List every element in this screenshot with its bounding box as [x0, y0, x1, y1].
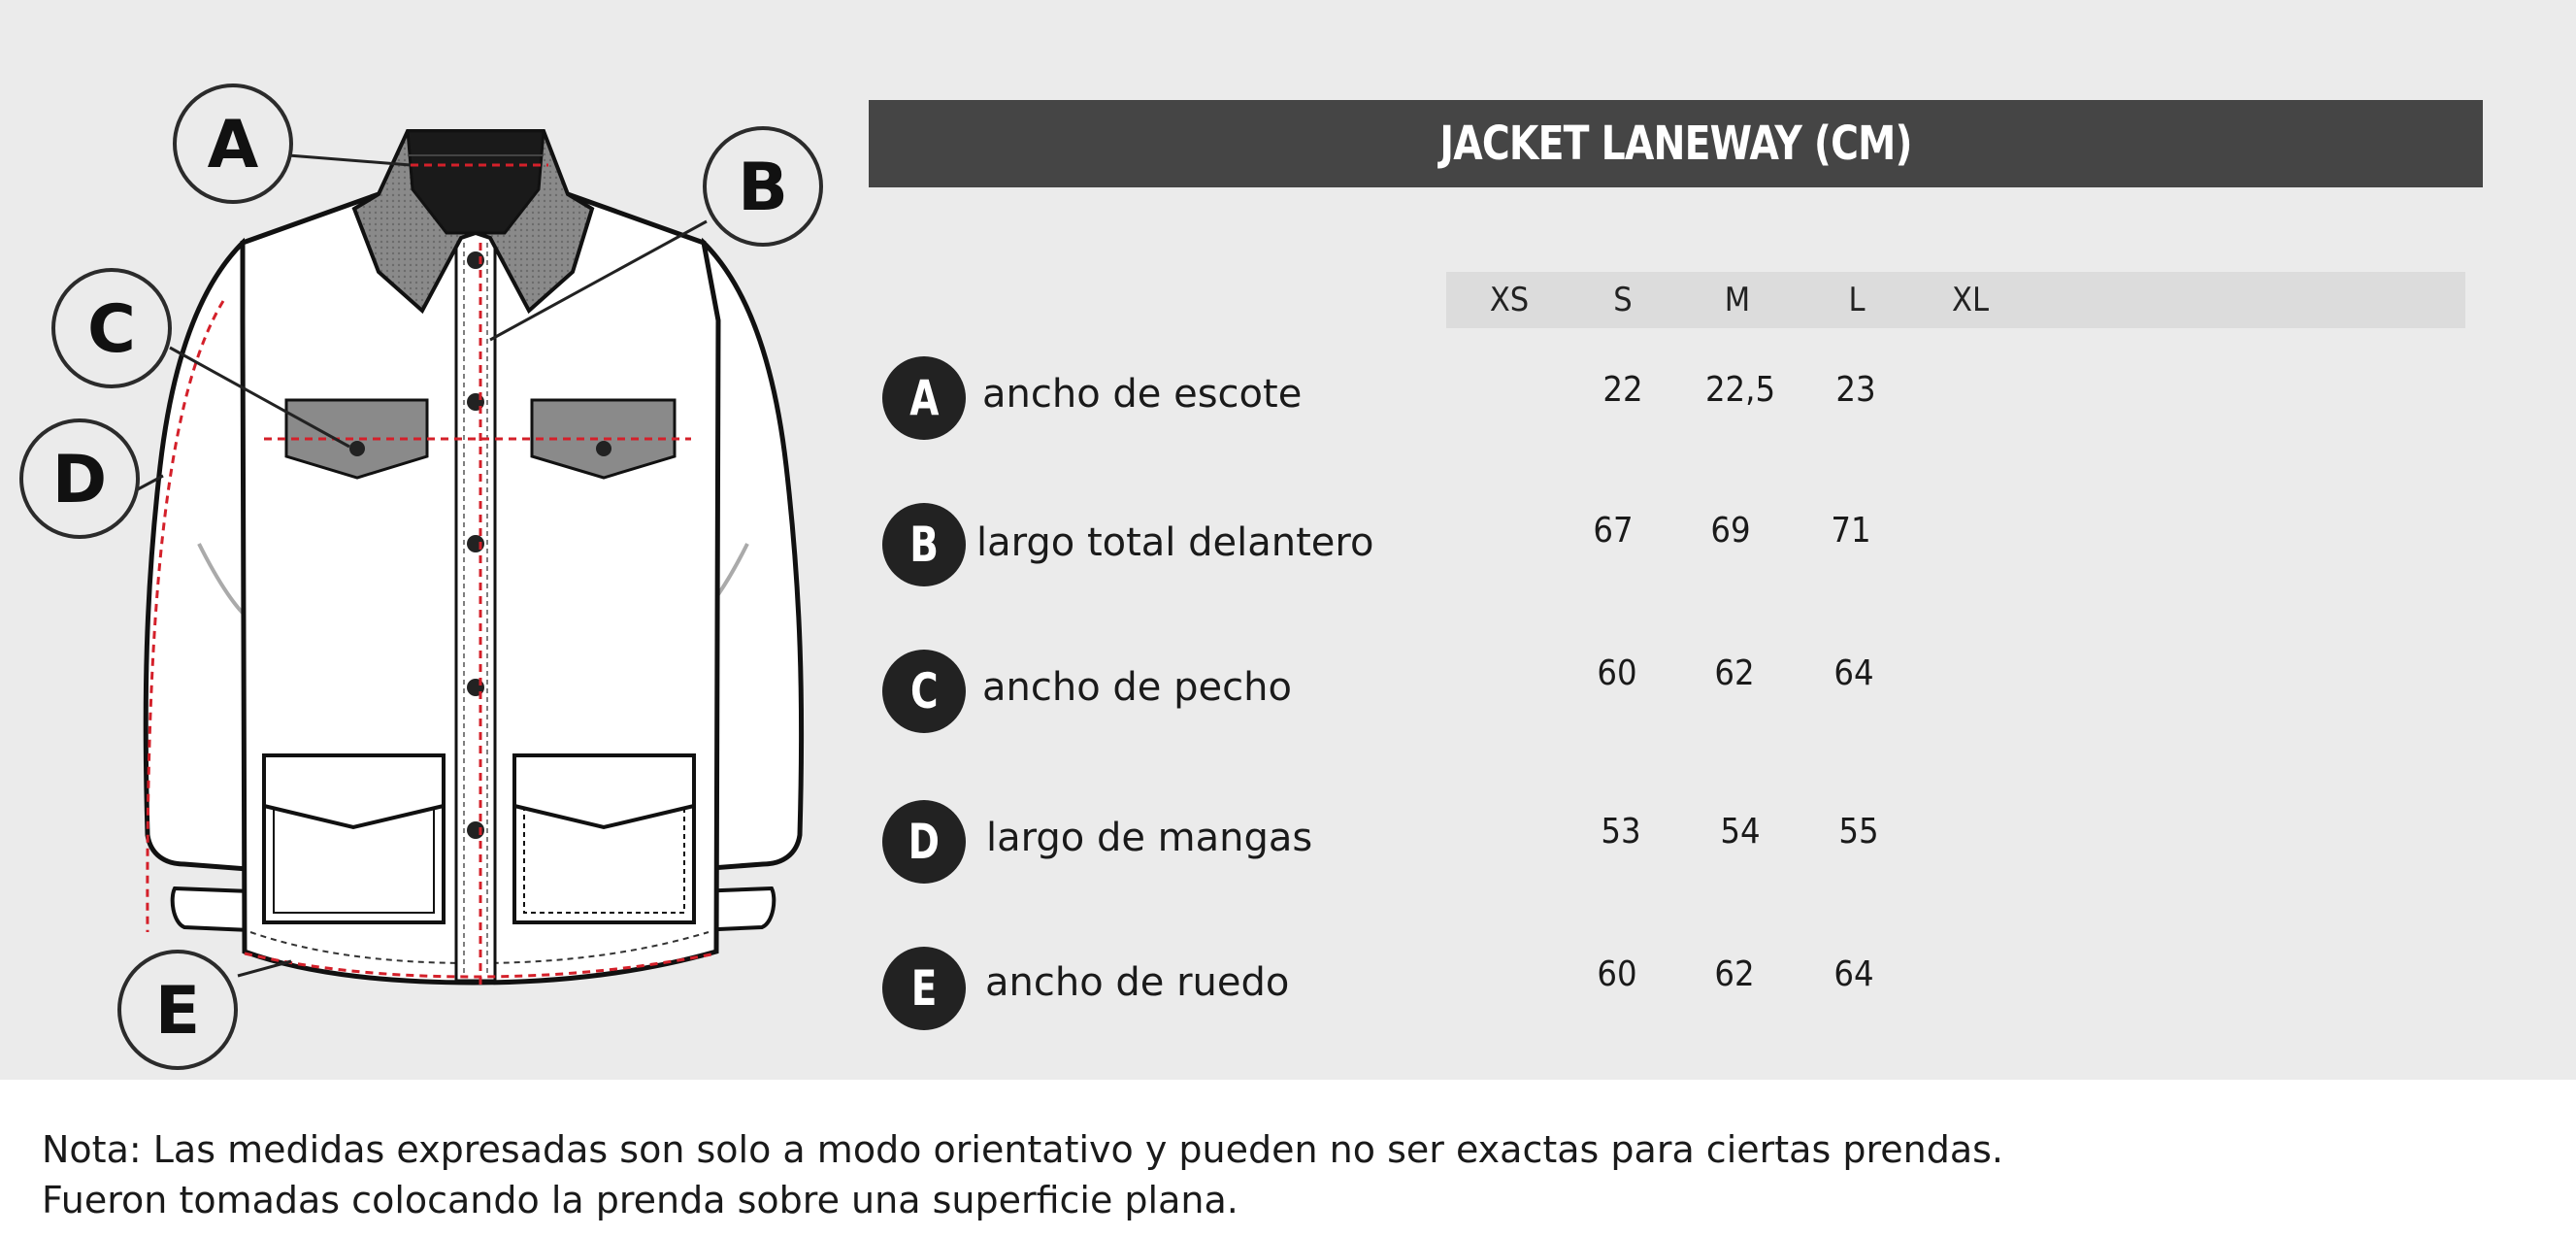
- measurement-row-a: [0, 354, 2576, 442]
- note-line-2: Fueron tomadas colocando la prenda sobre una superficie plana.: [42, 1179, 1238, 1221]
- measurement-badge-b: B: [882, 503, 966, 586]
- callout-e-label: E: [154, 973, 201, 1050]
- value-c-s: 60: [1597, 653, 1637, 693]
- measurement-label-d: largo de mangas: [986, 816, 1313, 860]
- measurement-label-c: ancho de pecho: [982, 665, 1292, 710]
- measurement-label-a: ancho de escote: [982, 372, 1303, 417]
- value-b-l: 71: [1831, 511, 1871, 551]
- size-s: S: [1613, 281, 1633, 319]
- measurement-label-e: ancho de ruedo: [985, 960, 1290, 1005]
- value-a-s: 22: [1602, 370, 1643, 410]
- value-e-s: 60: [1597, 954, 1637, 994]
- title-bar: [869, 100, 2483, 187]
- value-a-l: 23: [1835, 370, 1876, 410]
- size-xl: XL: [1952, 281, 1989, 319]
- size-l: L: [1848, 281, 1866, 319]
- callout-b-label: B: [738, 150, 788, 226]
- disclaimer-note: [42, 1124, 2003, 1225]
- size-header: [1446, 272, 2465, 328]
- measurement-badge-d: D: [882, 800, 966, 884]
- measurement-badge-e: E: [882, 947, 966, 1030]
- value-c-l: 64: [1833, 653, 1874, 693]
- measurement-row-c: [0, 648, 2576, 735]
- size-m: M: [1724, 281, 1751, 319]
- value-e-m: 62: [1714, 954, 1755, 994]
- callout-c-label: C: [87, 291, 136, 368]
- callout-d-label: D: [51, 442, 108, 518]
- note-line-1: Nota: Las medidas expresadas son solo a modo orientativo y pueden no ser exactas para ciertas prendas.: [42, 1128, 2003, 1171]
- value-b-m: 69: [1710, 511, 1751, 551]
- measurement-row-b: [0, 501, 2576, 588]
- value-c-m: 62: [1714, 653, 1755, 693]
- value-e-l: 64: [1833, 954, 1874, 994]
- measurement-badge-c: C: [882, 650, 966, 733]
- measurement-row-e: [0, 945, 2576, 1032]
- measurement-row-d: [0, 798, 2576, 886]
- measurement-badge-a: A: [882, 356, 966, 440]
- size-xs: XS: [1489, 281, 1530, 319]
- value-d-m: 54: [1720, 812, 1761, 852]
- value-d-l: 55: [1838, 812, 1879, 852]
- value-d-s: 53: [1601, 812, 1641, 852]
- callout-a-label: A: [207, 107, 259, 184]
- measurement-label-b: largo total delantero: [976, 520, 1374, 565]
- value-b-s: 67: [1593, 511, 1634, 551]
- chart-title: JACKET LANEWAY (CM): [1439, 117, 1912, 171]
- value-a-m: 22,5: [1704, 370, 1776, 410]
